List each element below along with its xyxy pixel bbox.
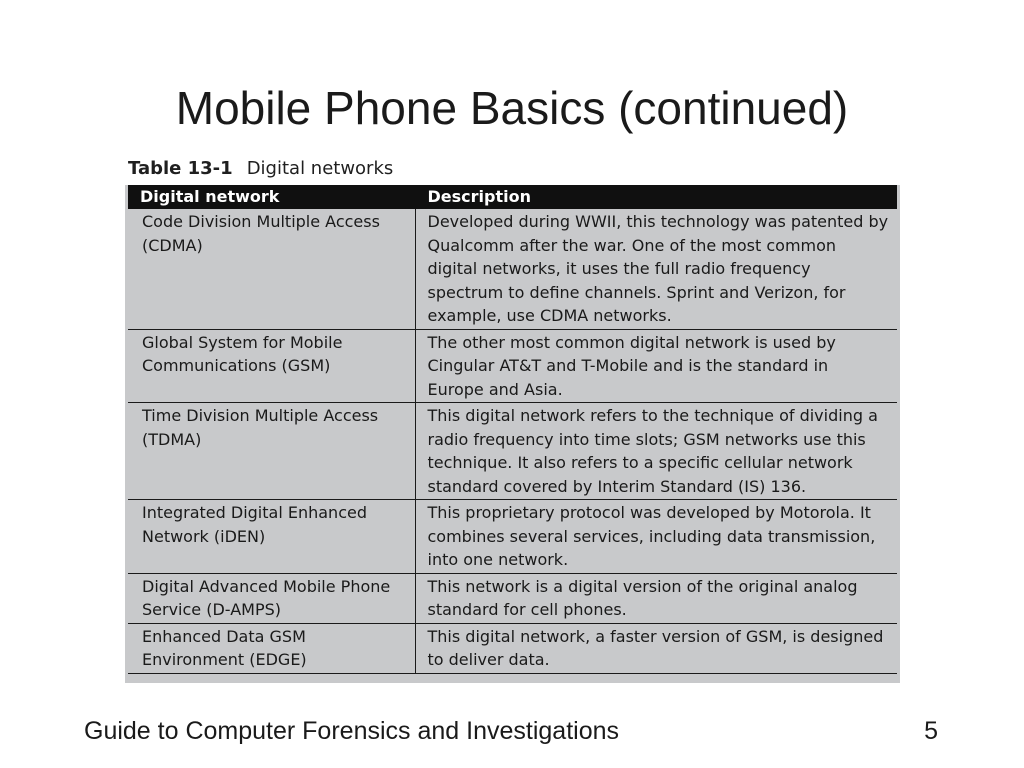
network-name-cell: Time Division Multiple Access (TDMA) [128,403,415,500]
table-row [128,573,897,623]
network-name-cell: Enhanced Data GSM Environment (EDGE) [128,623,415,673]
table-caption-title: Digital networks [246,158,394,179]
network-description-cell: This digital network, a faster version of GSM, is designed to deliver data. [415,623,897,673]
network-name-cell: Code Division Multiple Access (CDMA) [128,209,415,329]
table-header-row [128,185,897,209]
table-caption-number: Table 13-1 [128,158,233,179]
footer-book-title: Guide to Computer Forensics and Investigations [84,717,619,745]
table-row [128,209,897,329]
header-description: Description [415,185,897,209]
network-description-cell: This proprietary protocol was developed by Motorola. It combines several services, including data transmission, into one network. [415,500,897,574]
network-description-cell: The other most common digital network is used by Cingular AT&T and T-Mobile and is the standard in Europe and Asia. [415,329,897,403]
header-digital-network: Digital network [128,185,415,209]
network-description-cell: This digital network refers to the technique of dividing a radio frequency into time slots; GSM networks use this technique. It also refers to a specific cellular network standard covered by Interim Standard (IS) 136. [415,403,897,500]
table-background [125,185,900,683]
network-description-cell: This network is a digital version of the original analog standard for cell phones. [415,573,897,623]
network-name-cell: Digital Advanced Mobile Phone Service (D-AMPS) [128,573,415,623]
table-caption [128,156,393,182]
slide-title: Mobile Phone Basics (continued) [175,82,849,134]
table-row [128,329,897,403]
network-description-cell: Developed during WWII, this technology was patented by Qualcomm after the war. One of the most common digital networks, it uses the full radio frequency spectrum to define channels. Sprint and Verizon, for example, use CDMA networks. [415,209,897,329]
digital-networks-table [128,185,897,674]
table-row [128,500,897,574]
table-row [128,403,897,500]
network-name-cell: Global System for Mobile Communications (GSM) [128,329,415,403]
table-figure [125,156,900,683]
table-row [128,623,897,673]
network-name-cell: Integrated Digital Enhanced Network (iDEN) [128,500,415,574]
page-number: 5 [924,717,938,745]
